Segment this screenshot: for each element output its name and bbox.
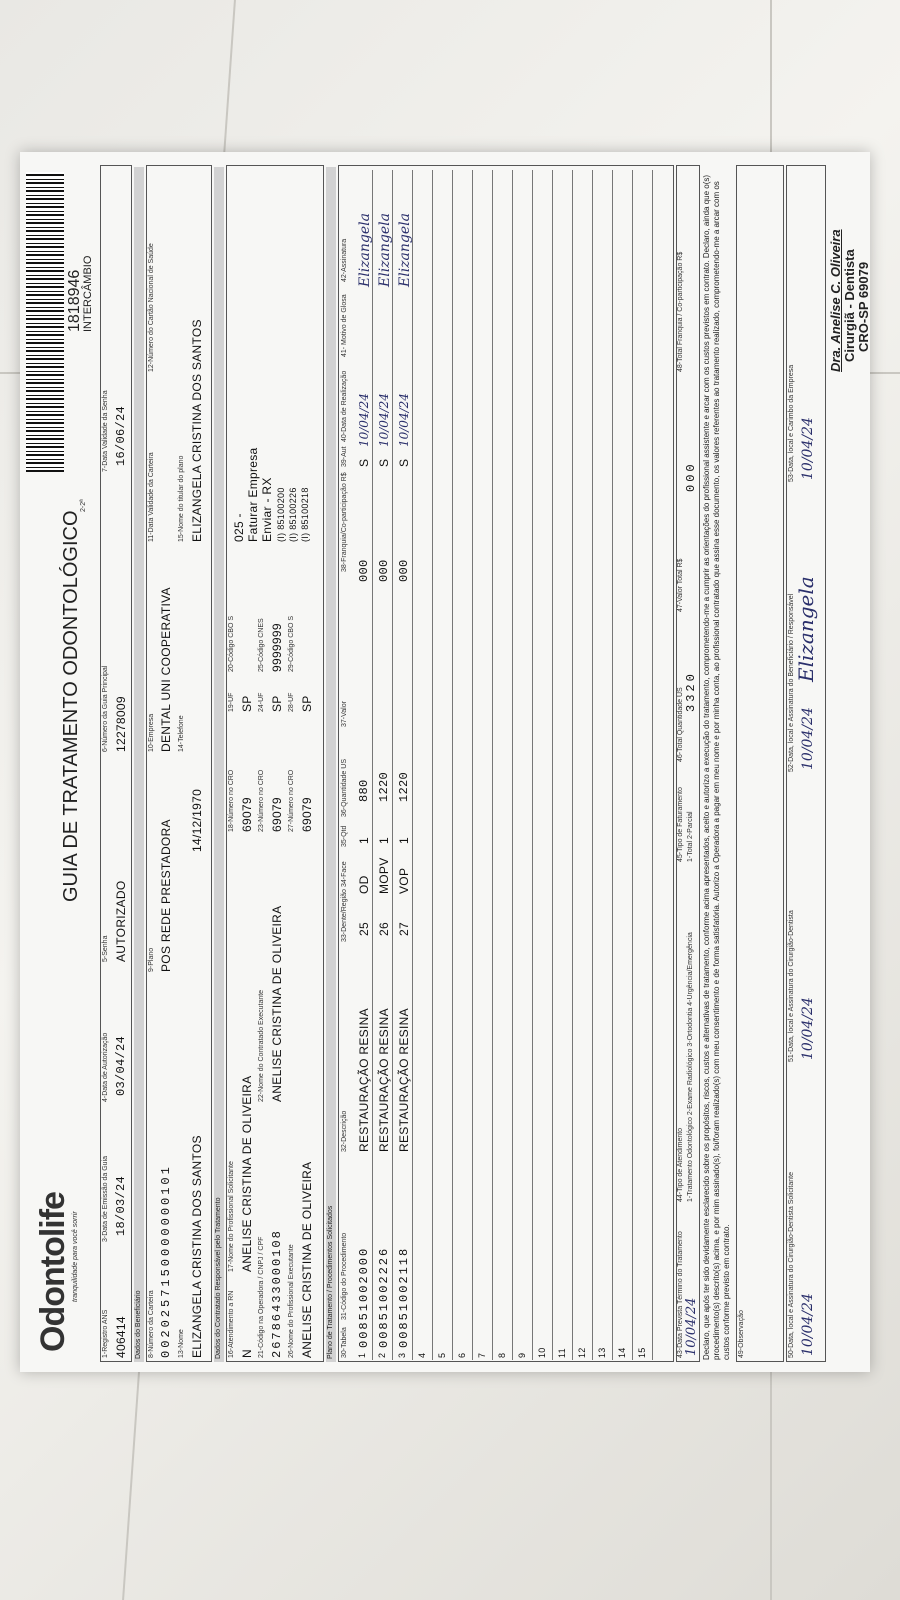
note-line-4: (I) 85100200	[276, 487, 286, 542]
uf-label: 19-UF	[228, 692, 235, 712]
barcode-number: 1818946	[66, 269, 83, 332]
declaracao-text: Declaro, que após ter sido devidamente esclarecido sobre os propósitos, riscos, custos e alternativas de tratamento, conforme acima apresentados, aceito e autorizo a execução do tratamento, comprometendo-me a cumprir as orientações do profissional assistente e arcar com os custos previstos em contrato. Declaro, ainda que o(s) procedimento(s) descrito(s) acima, e por mim assinado(s), foi/foram realizado(s) com meu consentimento e de forma satisfatória. Autorizo a Operadora a pagar em meu nome e por minha conta, ao profissional contratado que assina esse documento, os valores referentes ao tratamento realizado, comprometendo-me a arcar com os custos conforme previsto em contrato.	[702, 174, 731, 1360]
table-row	[512, 170, 513, 1360]
contratado-exec: ANELISE CRISTINA DE OLIVEIRA	[270, 905, 284, 1102]
table-row	[492, 170, 493, 1360]
data-autorizacao-label: 4-Data de Autorização	[102, 1032, 109, 1102]
guia-principal-label: 6-Número da Guia Principal	[102, 665, 109, 752]
note-line-5: (I) 85100226	[288, 487, 298, 542]
cell-aut: S	[377, 458, 391, 467]
cell-aut: S	[397, 458, 411, 467]
atendimento-rn-label: 16-Atendimento a RN	[228, 1290, 235, 1358]
nome: ELIZANGELA CRISTINA DOS SANTOS	[190, 1135, 204, 1358]
uf3: SP	[300, 695, 314, 712]
cell-n: 10	[537, 1347, 547, 1358]
sig52-label: 52-Data, local e Assinatura do Beneficiário / Responsável	[788, 593, 795, 772]
beneficiary-signature: Elizangela	[794, 576, 818, 682]
carteira-label: 8-Número da Carteira	[148, 1290, 155, 1358]
section-contratado: Dados do Contratado Responsável pelo Tratamento	[214, 167, 224, 1362]
table-row	[572, 170, 573, 1360]
empresa: DENTAL UNI COOPERATIVA	[159, 587, 173, 752]
form-title: GUIA DE TRATAMENTO ODONTOLÓGICO	[60, 510, 82, 902]
cell-us: 1220	[397, 771, 411, 802]
cell-face: OD	[357, 875, 371, 894]
section-beneficiario: Dados do Beneficiário	[134, 167, 144, 1362]
codigo-operadora: 26786433000108	[270, 1229, 284, 1358]
cro3: 69079	[300, 797, 314, 832]
cell-descricao: RESTAURAÇÃO RESINA	[397, 1008, 411, 1152]
sig50-label: 50-Data, local e Assinatura do Cirurgião-Dentista Solicitante	[788, 1172, 795, 1358]
cell-franquia: 000	[397, 559, 411, 582]
table-row	[372, 170, 373, 1360]
nome-label: 13-Nome	[178, 1329, 185, 1358]
atendimento-rn: N	[240, 1349, 254, 1358]
total-franquia: 000	[684, 461, 698, 492]
col-valor: 37-Valor	[341, 701, 348, 727]
sig53-date: 10/04/24	[800, 417, 816, 480]
logo: Odontolife	[34, 1192, 72, 1352]
guia-principal: 12278009	[114, 696, 128, 752]
note-line-1: 025 -	[232, 513, 246, 542]
cell-assinatura: Elizangela	[397, 213, 413, 287]
termino-label: 43-Data Prevista Término do Tratamento	[677, 1231, 684, 1358]
total-us-label: 46-Total Quantidade US	[677, 687, 684, 762]
registro-ans: 406414	[114, 1316, 128, 1358]
cnes-label: 25-Código CNES	[258, 618, 265, 672]
cell-dente: 26	[377, 922, 391, 936]
observacao-label: 49-Observação	[738, 1310, 745, 1358]
cell-n: 11	[557, 1348, 567, 1358]
cell-codigo: 00851002118	[397, 1246, 411, 1348]
table-row	[592, 170, 593, 1360]
cns-label: 12-Número do Cartão Nacional de Saúde	[148, 243, 155, 372]
stamp-name: Dra. Anelise C. Oliveira	[828, 229, 843, 372]
senha: AUTORIZADO	[114, 880, 128, 962]
cell-dente: 25	[357, 922, 371, 936]
cell-descricao: RESTAURAÇÃO RESINA	[357, 1008, 371, 1152]
cell-qtd: 1	[397, 837, 411, 844]
prof-solicitante: ANELISE CRISTINA DE OLIVEIRA	[240, 1075, 254, 1272]
prof-exec: ANELISE CRISTINA DE OLIVEIRA	[300, 1161, 314, 1358]
note-line-3: Enviar - RX	[260, 477, 274, 542]
prof-solicitante-label: 17-Nome do Profissional Solicitante	[228, 1161, 235, 1272]
titular-label: 15-Nome do titular do plano	[178, 455, 185, 542]
sig52-date: 10/04/24	[800, 707, 816, 770]
uf: SP	[240, 695, 254, 712]
carteira: 0020257150000000101	[159, 1164, 173, 1358]
cell-n: 15	[637, 1347, 647, 1358]
valor-total-label: 47-Valor Total R$	[677, 558, 684, 612]
col-codigo: 31-Código do Procedimento	[341, 1232, 348, 1320]
data-emissao-label: 3-Data de Emissão da Guia	[102, 1156, 109, 1242]
col-face: 34-Face	[341, 861, 348, 887]
note-line-2: Faturar Empresa	[246, 447, 260, 542]
cell-n: 1	[357, 1352, 367, 1358]
faturamento-label: 45-Tipo de Faturamento	[677, 787, 684, 862]
col-descricao: 32-Descrição	[341, 1110, 348, 1152]
cell-us: 1220	[377, 771, 391, 802]
cell-n: 3	[397, 1352, 407, 1358]
section-procedimentos: Plano de Tratamento / Procedimentos Solicitados	[326, 167, 336, 1362]
prof-exec-label: 26-Nome do Profissional Executante	[288, 1244, 295, 1358]
cell-n: 2	[377, 1352, 387, 1358]
table-row	[652, 170, 653, 1360]
total-us: 3320	[684, 671, 698, 712]
col-motivo-glosa: 41- Motivo de Glosa	[341, 294, 348, 357]
sig50-date: 10/04/24	[800, 1293, 816, 1356]
col-franquia: 38-Franquia/Co-participação R$	[341, 472, 348, 572]
termino: 10/04/24	[684, 1297, 699, 1356]
data-autorizacao: 03/04/24	[114, 1035, 128, 1096]
cell-n: 6	[457, 1352, 467, 1358]
barcode-sub: INTERCÂMBIO	[82, 255, 94, 332]
cro: 69079	[240, 797, 254, 832]
cell-codigo: 00851002226	[377, 1246, 391, 1348]
cell-qtd: 1	[357, 837, 371, 844]
registro-ans-label: 1-Registro ANS	[102, 1309, 109, 1358]
tipo-atend-opts: 1-Tratamento Odontológico 2-Exame Radiológico 3-Ortodontia 4-Urgência/Emergência	[687, 932, 694, 1202]
cell-n: 14	[617, 1347, 627, 1358]
form-version: 2-2ª	[80, 499, 87, 512]
codigo-operadora-label: 21-Código na Operadora / CNPJ / CPF	[258, 1236, 265, 1358]
uf3-label: 28-UF	[288, 692, 295, 712]
cell-n: 4	[417, 1352, 427, 1358]
cell-assinatura: Elizangela	[377, 213, 393, 287]
table-row	[452, 170, 453, 1360]
uf2: SP	[270, 695, 284, 712]
col-tabela: 30-Tabela	[341, 1327, 348, 1358]
telefone-label: 14-Telefone	[178, 715, 185, 752]
data-emissao: 18/03/24	[114, 1175, 128, 1236]
total-franquia-label: 48-Total Franquia / Co-participação R$	[677, 251, 684, 372]
cell-franquia: 000	[377, 559, 391, 582]
cell-codigo: 00851002000	[357, 1246, 371, 1348]
note-line-6: (I) 85100218	[300, 487, 310, 542]
col-qtd-us: 36-Quantidade US	[341, 759, 348, 817]
faturamento-opts: 1-Total 2-Parcial	[687, 811, 694, 862]
plano: POS REDE PRESTADORA	[159, 819, 173, 972]
cbo3-label: 29-Código CBO S	[288, 615, 295, 672]
cell-n: 8	[497, 1352, 507, 1358]
validade-carteira-label: 11-Data Validade da Carteira	[148, 452, 155, 542]
empresa-label: 10-Empresa	[148, 713, 155, 752]
cell-franquia: 000	[357, 559, 371, 582]
col-data-realizacao: 40-Data de Realização	[341, 370, 348, 442]
uf2-label: 24-UF	[258, 692, 265, 712]
procedimentos-box	[338, 165, 674, 1362]
col-qtd: 35-Qtd	[341, 825, 348, 847]
table-row	[552, 170, 553, 1360]
cro2: 69079	[270, 797, 284, 832]
cell-data: 10/04/24	[397, 393, 411, 447]
cell-dente: 27	[397, 922, 411, 936]
cro-label: 18-Número no CRO	[228, 769, 235, 832]
titular: ELIZANGELA CRISTINA DOS SANTOS	[190, 319, 204, 542]
table-row	[532, 170, 533, 1360]
cell-us: 880	[357, 779, 371, 802]
cell-assinatura: Elizangela	[357, 213, 373, 287]
stamp-role: Cirurgiã - Dentista	[842, 249, 857, 362]
cbo-label: 20-Código CBO S	[228, 615, 235, 672]
cnes: 9999999	[270, 623, 284, 672]
table-row	[392, 170, 393, 1360]
cell-aut: S	[357, 458, 371, 467]
cell-face: MOPV	[377, 857, 391, 894]
sig51-date: 10/04/24	[800, 997, 816, 1060]
cell-qtd: 1	[377, 837, 391, 844]
col-assinatura: 42-Assinatura	[341, 238, 348, 282]
cell-n: 5	[437, 1352, 447, 1358]
col-aut: 39-Aut	[341, 446, 348, 467]
contratado-exec-label: 22-Nome do Contratado Executante	[258, 989, 265, 1102]
barcode	[26, 172, 64, 472]
cell-n: 9	[517, 1352, 527, 1358]
validade-senha-label: 7-Data Validade da Senha	[102, 390, 109, 472]
table-row	[632, 170, 633, 1360]
sig51-label: 51-Data, local e Assinatura do Cirurgião-Dentista	[788, 910, 795, 1062]
cro3-label: 27-Número no CRO	[288, 769, 295, 832]
stamp-cro: CRO-SP 69079	[856, 261, 871, 352]
cell-data: 10/04/24	[357, 393, 371, 447]
cell-n: 12	[577, 1347, 587, 1358]
validade-senha: 16/06/24	[114, 405, 128, 466]
cell-data: 10/04/24	[377, 393, 391, 447]
cro2-label: 23-Número no CRO	[258, 769, 265, 832]
table-row	[432, 170, 433, 1360]
table-row	[412, 170, 413, 1360]
sig53-label: 53-Data, local e Carimbo da Empresa	[788, 364, 795, 482]
tagline: tranquilidade para você sorrir	[72, 1211, 79, 1302]
cell-n: 7	[477, 1352, 487, 1358]
cell-face: VOP	[397, 867, 411, 894]
table-row	[612, 170, 613, 1360]
table-row	[472, 170, 473, 1360]
senha-label: 5-Senha	[102, 935, 109, 962]
observacao-box	[736, 165, 784, 1362]
col-dente: 33-Dente/Região	[341, 889, 348, 942]
cell-descricao: RESTAURAÇÃO RESINA	[377, 1008, 391, 1152]
nascimento: 14/12/1970	[190, 788, 204, 852]
tipo-atend-label: 44-Tipo de Atendimento	[677, 1127, 684, 1202]
cell-n: 13	[597, 1347, 607, 1358]
plano-label: 9-Plano	[148, 947, 155, 972]
treatment-guide-form	[20, 152, 870, 1372]
